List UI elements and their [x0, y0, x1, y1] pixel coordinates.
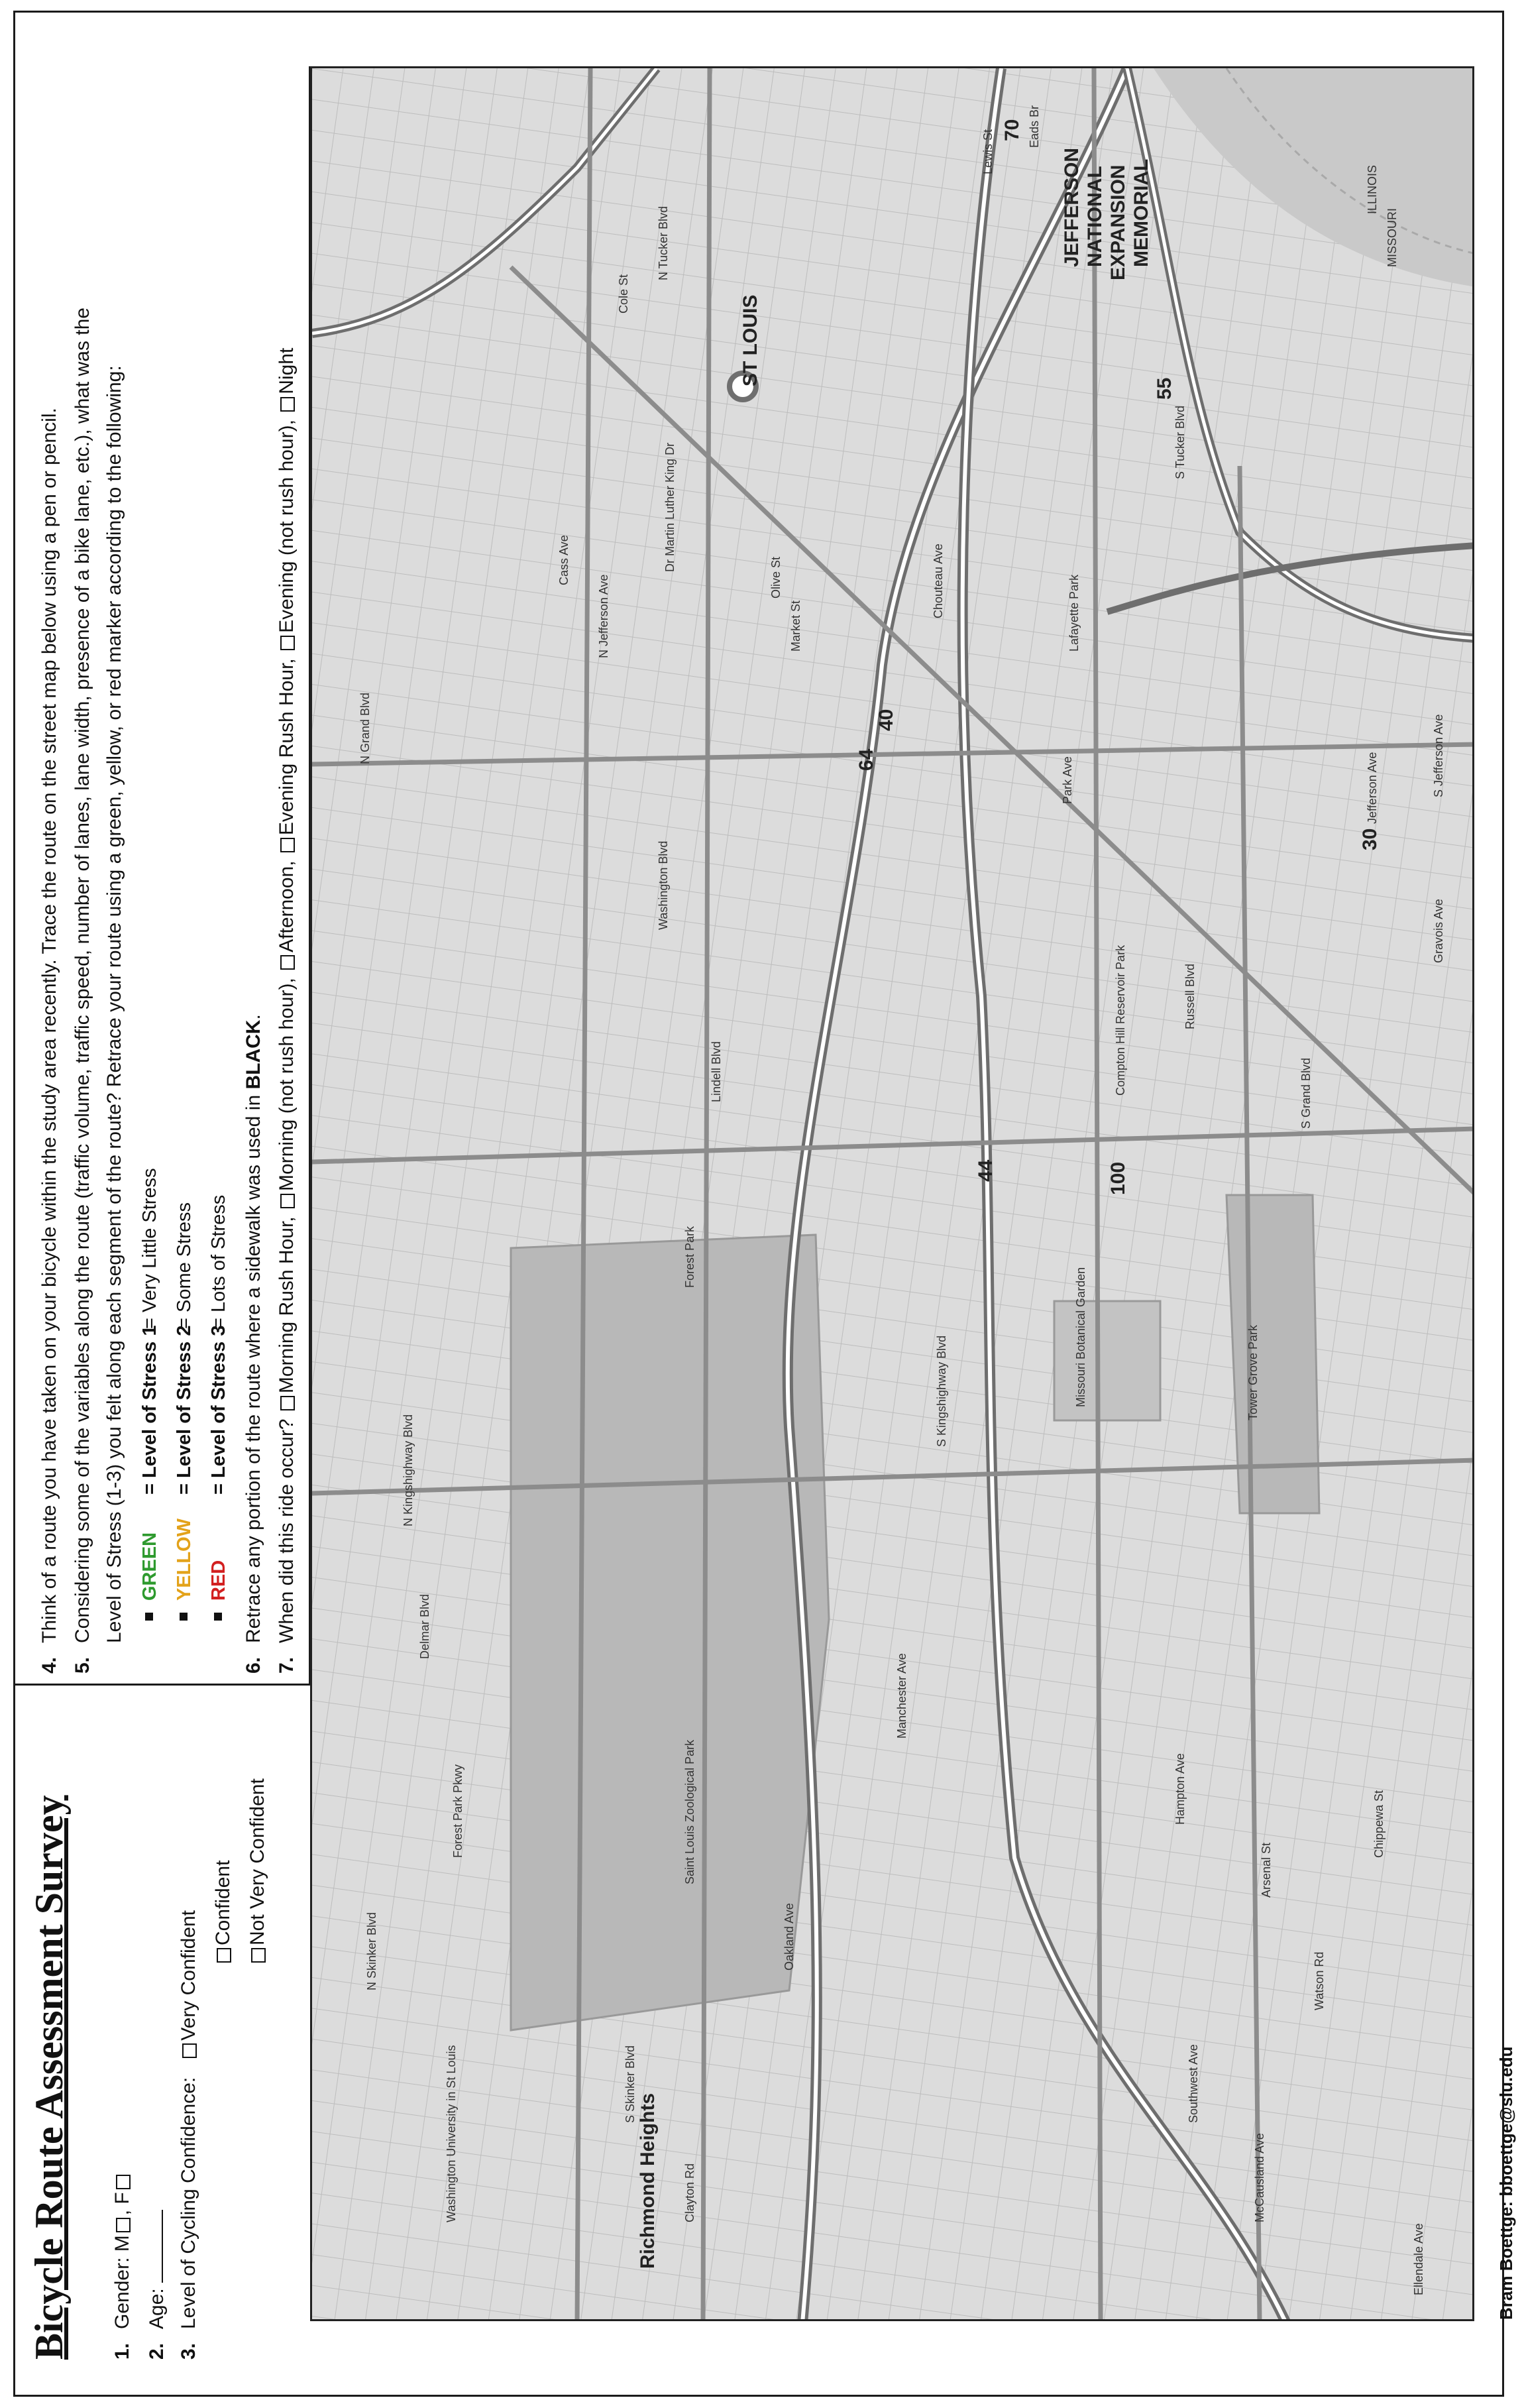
not-very-confident-checkbox[interactable] — [251, 1948, 266, 1963]
map-label-compton-hill: Compton Hill Reservoir Park — [1114, 945, 1127, 1096]
map-label-lewis-st: Lewis St — [981, 129, 995, 174]
map-label-market-st: Market St — [789, 600, 802, 652]
map-label-s-tucker: S Tucker Blvd — [1173, 405, 1187, 479]
map-label-jefferson-ave: Jefferson Ave — [1366, 752, 1379, 824]
map-label-park-ave: Park Ave — [1061, 756, 1074, 804]
map-label-expansion: EXPANSION — [1107, 164, 1129, 280]
age-answer-line[interactable] — [144, 2210, 163, 2283]
legend-green: GREEN= Level of Stress 1= Very Little Stress — [139, 1168, 161, 1621]
forest-park-area — [511, 1235, 829, 2030]
map-label-jefferson: JEFFERSON — [1061, 147, 1083, 267]
map-label-s-jefferson: S Jefferson Ave — [1432, 714, 1445, 797]
question-5-line1: 5.Considering some of the variables along the route (traffic volume, traffic speed, number of lanes, lane width, presence of a bike lane, etc.), what was the — [72, 308, 93, 1674]
map-label-mccausland: McCausland Ave — [1253, 2133, 1266, 2222]
map-label-gravois: Gravois Ave — [1432, 899, 1445, 963]
map-label-watson-rd: Watson Rd — [1313, 1951, 1326, 2010]
map-label-national: NATIONAL — [1084, 166, 1106, 267]
question-6: 6.Retrace any portion of the route where a sidewalk was used in BLACK. — [243, 1014, 264, 1674]
option-confident: Confident — [212, 1861, 235, 1965]
survey-title: Bicycle Route Assessment Survey — [27, 1795, 71, 2360]
map-label-tower-grove: Tower Grove Park — [1246, 1324, 1260, 1420]
map-label-forest-park: Forest Park — [683, 1226, 696, 1288]
map-label-ellendale: Ellendale Ave — [1412, 2223, 1425, 2295]
highway-shield-44: 44 — [975, 1159, 997, 1182]
gender-m-checkbox[interactable] — [116, 2218, 131, 2232]
map-label-chippewa: Chippewa St — [1372, 1790, 1386, 1858]
map-label-n-grand: N Grand Blvd — [358, 692, 372, 764]
section-divider-horizontal — [13, 1684, 310, 1686]
question-4: 4.Think of a route you have taken on your bicycle within the study area recently. Trace the route on the street map below using a pen or pencil. — [38, 408, 60, 1674]
map-label-hampton: Hampton Ave — [1173, 1753, 1187, 1825]
confident-checkbox[interactable] — [217, 1948, 231, 1963]
map-label-botanical-garden: Missouri Botanical Garden — [1074, 1267, 1087, 1407]
map-label-russell: Russell Blvd — [1183, 963, 1197, 1029]
question-7: 7.When did this ride occur? Morning Rush Hour, Morning (not rush hour), Afternoon, Evening Rush Hour, Evening (not rush hour), Night — [276, 347, 298, 1674]
map-label-s-kingshighway: S Kingshighway Blvd — [935, 1335, 948, 1447]
map-label-cole-st: Cole St — [617, 274, 630, 314]
map-label-lafayette-park: Lafayette Park — [1067, 574, 1081, 652]
map-label-illinois: ILLINOIS — [1366, 164, 1379, 214]
highway-shield-30: 30 — [1359, 828, 1381, 850]
highway-shield-55: 55 — [1154, 377, 1175, 400]
map-label-n-jefferson: N Jefferson Ave — [597, 574, 610, 658]
map-label-s-skinker: S Skinker Blvd — [624, 2045, 637, 2123]
map-label-delmar: Delmar Blvd — [418, 1593, 431, 1659]
highway-shield-64: 64 — [855, 748, 877, 771]
map-label-missouri: MISSOURI — [1386, 207, 1399, 267]
map-label-clayton-rd: Clayton Rd — [683, 2163, 696, 2222]
map-label-mlk-dr: Dr Martin Luther King Dr — [663, 442, 677, 572]
map-label-cass-ave: Cass Ave — [557, 535, 571, 585]
map-label-zoo: Saint Louis Zoological Park — [683, 1739, 696, 1884]
morning-checkbox[interactable] — [280, 1194, 295, 1208]
morning-rush-checkbox[interactable] — [280, 1396, 295, 1410]
map-label-n-skinker: N Skinker Blvd — [365, 1912, 378, 1990]
evening-rush-checkbox[interactable] — [280, 838, 295, 852]
legend-yellow: YELLOW= Level of Stress 2= Some Stress — [174, 1202, 195, 1621]
highway-shield-40: 40 — [875, 709, 897, 731]
question-gender: 1.Gender: M, F — [111, 2172, 134, 2360]
very-confident-checkbox[interactable] — [182, 2043, 197, 2058]
map-label-n-tucker: N Tucker Blvd — [657, 205, 670, 280]
highway-shield-70: 70 — [1001, 119, 1023, 141]
evening-checkbox[interactable] — [280, 636, 295, 650]
map-label-olive-st: Olive St — [769, 556, 783, 599]
map-label-lindell: Lindell Blvd — [710, 1041, 723, 1102]
map-label-washington-blvd: Washington Blvd — [657, 840, 670, 930]
afternoon-checkbox[interactable] — [280, 955, 295, 970]
map-label-washington-university: Washington University in St Louis — [445, 2045, 458, 2222]
map-label-oakland: Oakland Ave — [783, 1903, 796, 1971]
question-age: 2.Age: — [144, 2210, 168, 2360]
map-label-s-grand: S Grand Blvd — [1299, 1057, 1313, 1129]
night-checkbox[interactable] — [280, 397, 295, 412]
street-map-graphics — [312, 68, 1474, 2321]
street-map[interactable] — [310, 66, 1474, 2321]
map-label-eads-br: Eads Br — [1028, 105, 1041, 148]
map-label-manchester: Manchester Ave — [895, 1653, 908, 1739]
option-not-very-confident: Not Very Confident — [246, 1778, 269, 1965]
gender-f-checkbox[interactable] — [116, 2175, 131, 2189]
map-label-richmond-heights: Richmond Heights — [637, 2093, 659, 2269]
map-label-southwest-ave: Southwest Ave — [1187, 2044, 1200, 2123]
map-label-memorial: MEMORIAL — [1130, 158, 1152, 267]
map-label-forest-park-pkwy: Forest Park Pkwy — [451, 1764, 464, 1858]
map-label-arsenal: Arsenal St — [1260, 1842, 1273, 1898]
map-label-st-louis: ST LOUIS — [739, 294, 761, 386]
map-label-chouteau: Chouteau Ave — [932, 544, 945, 618]
map-label-n-kingshighway: N Kingshighway Blvd — [402, 1414, 415, 1526]
question-5-line2: Level of Stress (1-3) you felt along each segment of the route? Retrace your route using a green, yellow, or red marker according to the following: — [103, 365, 125, 1643]
highway-shield-100: 100 — [1107, 1161, 1129, 1195]
legend-red: RED= Level of Stress 3= Lots of Stress — [208, 1195, 230, 1621]
question-confidence: 3.Level of Cycling Confidence: Very Confident — [178, 1910, 199, 2360]
author-credit: Bram Boettge: bboettge@slu.edu — [1496, 2046, 1516, 2320]
